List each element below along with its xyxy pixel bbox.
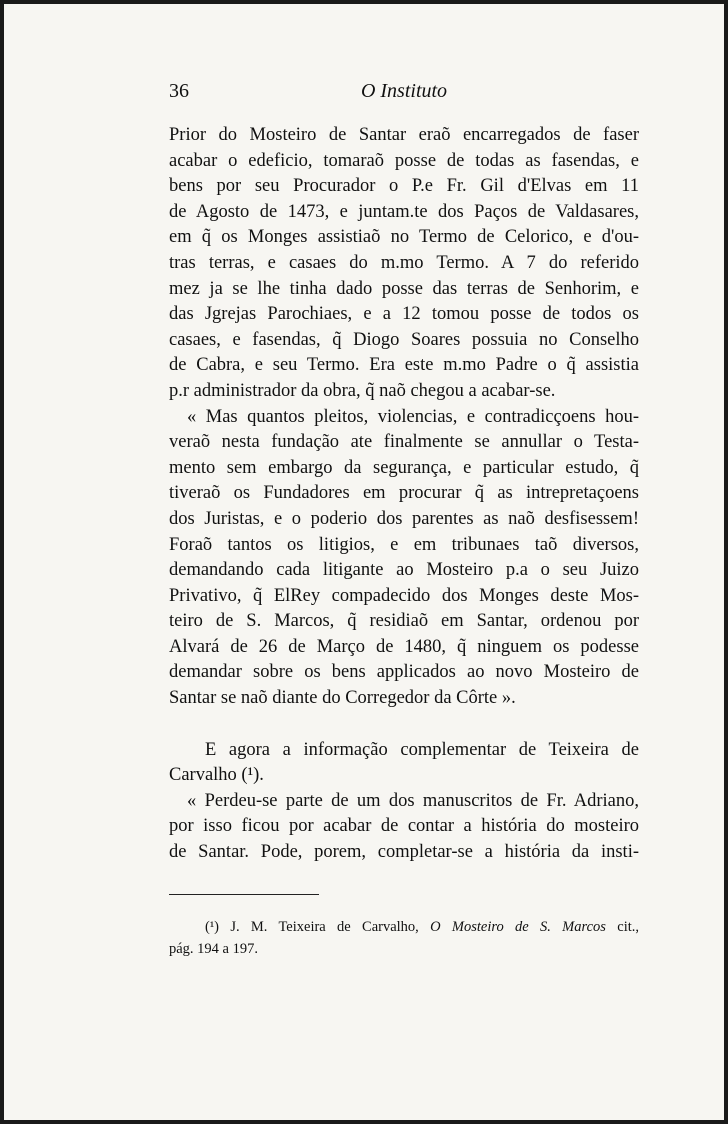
text-line: de Agosto de 1473, e juntam.te dos Paços de Valdasares,: [169, 201, 639, 222]
text-line: teiro de S. Marcos, q̃ residiaõ em Santar, ordenou por: [169, 611, 639, 632]
document-page: [4, 4, 724, 1120]
text-line: Privativo, q̃ ElRey compadecido dos Monges deste Mos-: [169, 585, 639, 606]
footnote-cit: cit.,: [617, 919, 640, 935]
footnote-pages: pág. 194 a 197.: [169, 941, 258, 957]
text-line: Carvalho (¹).: [169, 765, 264, 786]
footnote-author: J. M. Teixeira de Carvalho,: [230, 919, 419, 935]
body-text: [169, 123, 639, 866]
text-line: veraõ nesta fundação ate finalmente se annullar o Testa-: [169, 432, 639, 453]
text-line: Santar se naõ diante do Corregedor da Côrte ».: [169, 688, 516, 709]
text-line: casaes, e fasendas, q̃ Diogo Soares possuia no Conselho: [169, 329, 639, 350]
text-line: em q̃ os Monges assistiaõ no Termo de Celorico, e d'ou-: [169, 227, 639, 248]
text-line: demandar sobre os bens applicados ao novo Mosteiro de: [169, 662, 639, 683]
text-line: de Santar. Pode, porem, completar-se a história da insti-: [169, 842, 639, 863]
footnote: [169, 916, 639, 960]
text-line: « Mas quantos pleitos, violencias, e contradicçoens hou-: [187, 406, 639, 427]
paragraph-spacer: [169, 712, 639, 738]
paragraph-2: [169, 405, 639, 712]
text-line: das Jgrejas Parochiaes, e a 12 tomou posse de todos os: [169, 304, 639, 325]
text-line: mez ja se lhe tinha dado posse das terras de Senhorim, e: [169, 278, 639, 299]
page-number: 36: [169, 80, 189, 102]
running-title: O Instituto: [360, 80, 448, 102]
footnote-rule: [169, 894, 319, 895]
footnote-work-title: O Mosteiro de S. Marcos: [430, 919, 606, 935]
text-line: por isso ficou por acabar de contar a história do mosteiro: [169, 816, 639, 837]
text-line: bens por seu Procurador o P.e Fr. Gil d'Elvas em 11: [169, 176, 639, 197]
text-line: tiveraõ os Fundadores em procurar q̃ as intrepretaçoens: [169, 483, 639, 504]
page-header: [169, 80, 639, 110]
text-line: tras terras, e casaes do m.mo Termo. A 7 do referido: [169, 252, 639, 273]
text-line: de Cabra, e seu Termo. Era este m.mo Padre o q̃ assistia: [169, 355, 639, 376]
text-line: « Perdeu-se parte de um dos manuscritos de Fr. Adriano,: [187, 790, 639, 811]
text-line: demandando cada litigante ao Mosteiro p.a o seu Juizo: [169, 560, 639, 581]
text-line: dos Juristas, e o poderio dos parentes as naõ desfisessem!: [169, 508, 639, 529]
text-line: Foraõ tantos os litigios, e em tribunaes taõ diversos,: [169, 534, 639, 555]
text-line: Prior do Mosteiro de Santar eraõ encarregados de faser: [169, 125, 639, 145]
paragraph-3: [169, 738, 639, 789]
text-line: Alvará de 26 de Março de 1480, q̃ ninguem os podesse: [169, 636, 639, 657]
text-line: E agora a informação complementar de Teixeira de: [205, 739, 639, 760]
footnote-line: [169, 916, 639, 938]
paragraph-4: [169, 789, 639, 866]
text-line: acabar o edeficio, tomaraõ posse de todas as fasendas, e: [169, 150, 639, 171]
footnote-marker: (¹): [205, 919, 220, 935]
text-line: p.r administrador da obra, q̃ naõ chegou a acabar-se.: [169, 380, 556, 401]
text-line: mento sem embargo da segurança, e particular estudo, q̃: [169, 457, 639, 478]
paragraph-1: [169, 123, 639, 405]
